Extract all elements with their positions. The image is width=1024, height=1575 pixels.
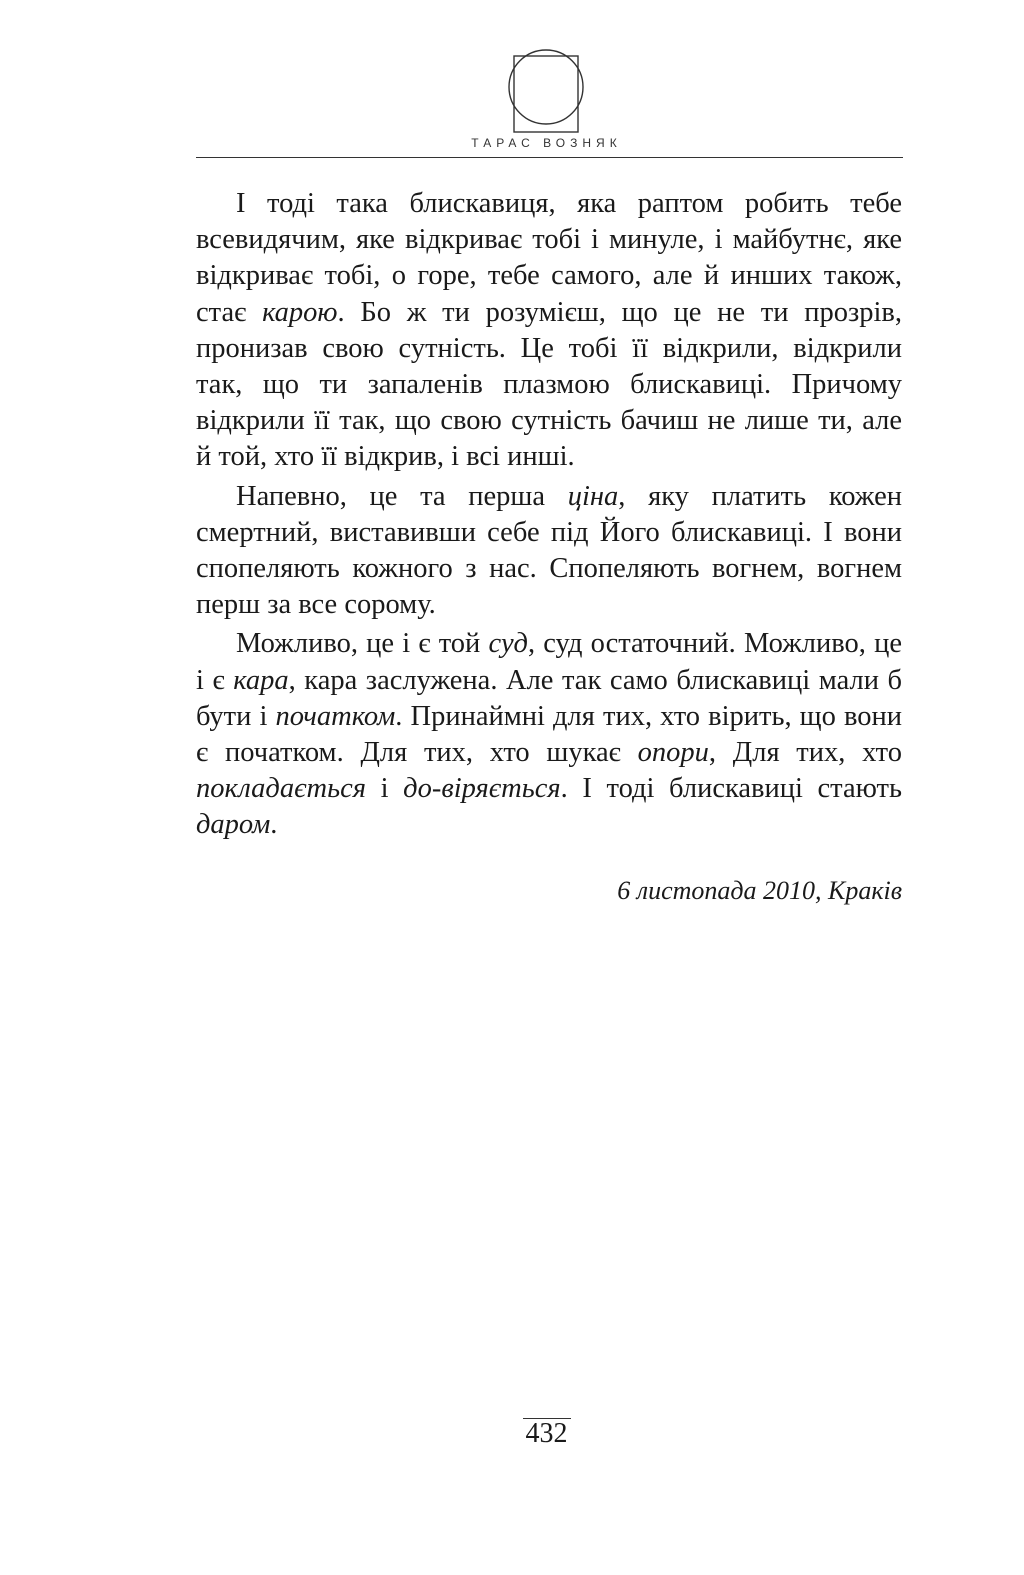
italic-emphasis: початком <box>275 700 396 732</box>
text-segment: . І тоді блискавиці стають <box>560 773 903 805</box>
text-segment: , Для тих, хто <box>708 737 902 769</box>
text-segment: . Бо ж ти розумієш, що це не ти прозрів, пронизав свою сутність. Це тобі її відкрили, відкрили так, що ти запаленів плазмою блискавиці. Причому відкрили її так, що свою сутність бачиш не лише ти, але й той, хто її відкрив, і всі инші. <box>196 296 902 473</box>
circle-square-logo-icon <box>508 44 584 134</box>
italic-emphasis: опори <box>637 737 709 769</box>
italic-emphasis: суд <box>488 628 528 660</box>
text-segment: , яку платить кожен смертний, виставивши себе під Його блискавиці. І вони спопеляють кожного з нас. Спопеляють вогнем, вогнем перш за все сорому. <box>196 480 902 621</box>
page-number-container <box>0 1418 1024 1450</box>
text-segment: , суд остаточний. Можливо, це і є <box>196 628 902 696</box>
text-segment: І тоді така блискавиця, яка раптом робить тебе всевидячим, яке відкриває тобі і минуле, і майбутнє, яке відкриває тобі, о горе, тебе самого, але й инших також, стає <box>196 188 902 328</box>
page-number: 432 <box>523 1418 571 1450</box>
text-segment: , кара заслужена. Але так само блискавиці мали б бути і <box>196 664 902 732</box>
text-segment: . <box>270 809 278 841</box>
text-segment: Можливо, це і є той <box>236 628 489 660</box>
italic-emphasis: кара <box>233 664 289 696</box>
header-divider <box>196 157 903 158</box>
italic-emphasis: покладається <box>196 773 366 805</box>
paragraph <box>196 479 902 624</box>
paragraph <box>196 186 902 476</box>
body-text <box>196 186 902 847</box>
text-segment: Напевно, це та перша <box>236 480 568 512</box>
italic-emphasis: даром <box>196 809 271 841</box>
text-segment: і <box>365 773 404 805</box>
italic-emphasis: до-віряється <box>403 773 561 805</box>
italic-emphasis: ціна <box>567 480 619 512</box>
date-place-signature: 6 листопада 2010, Краків <box>617 876 902 905</box>
text-segment: . Принаймні для тих, хто вірить, що вони є початком. Для тих, хто шукає <box>196 700 902 769</box>
italic-emphasis: карою <box>262 296 338 328</box>
paragraph <box>196 626 902 843</box>
running-header-author: ТАРАС ВОЗНЯК <box>471 136 622 150</box>
